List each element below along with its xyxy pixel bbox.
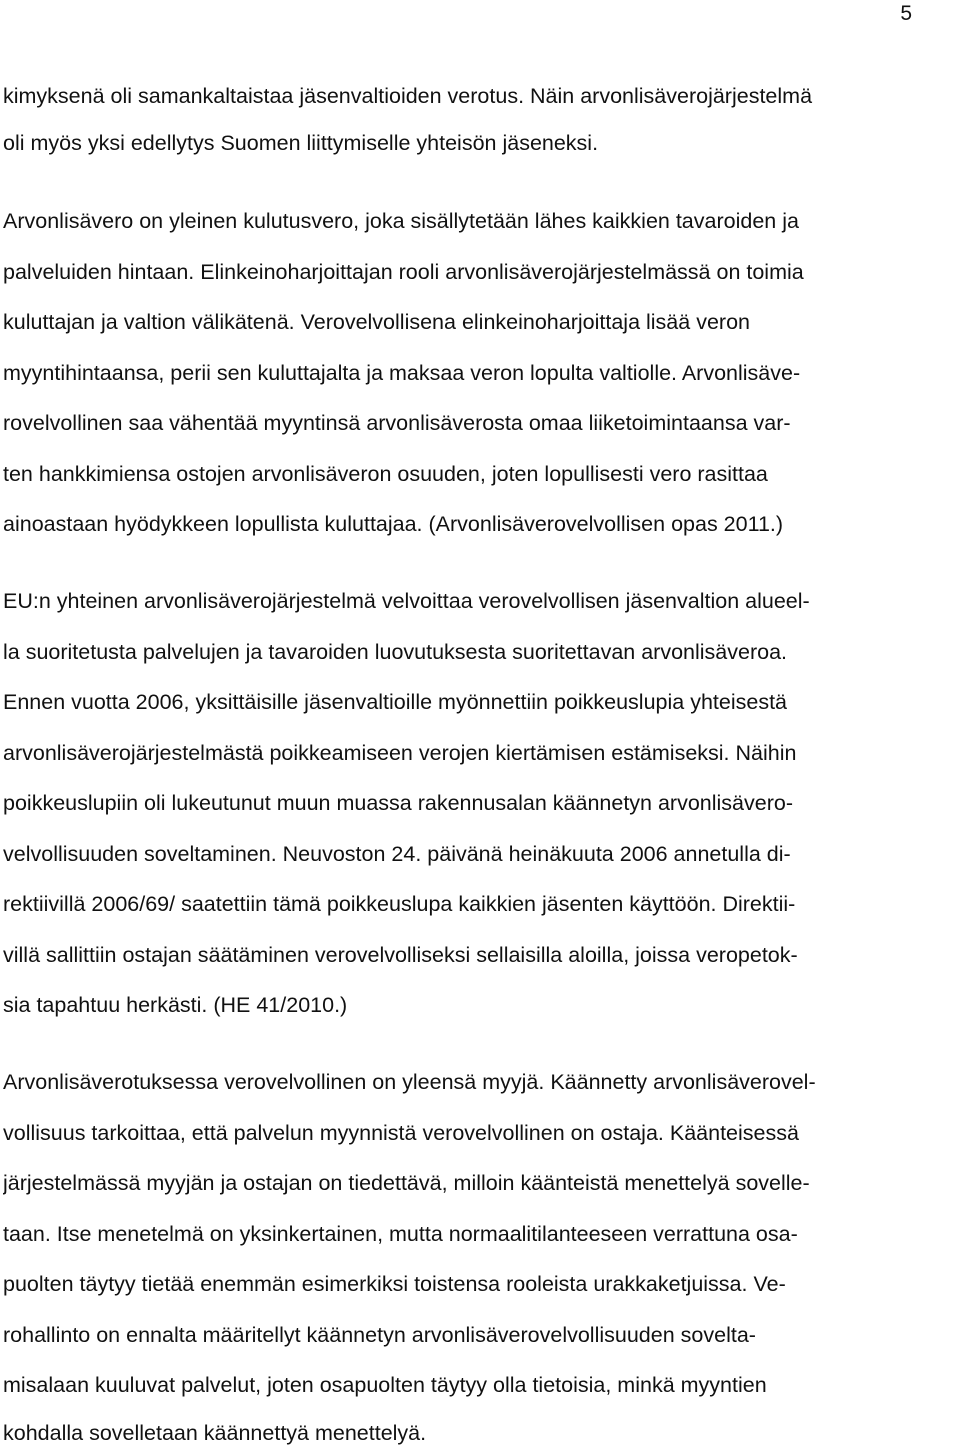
text-line: poikkeuslupiin oli lukeutunut muun muassa rakennusalan käännetyn arvonlisävero- [3,791,793,815]
text-line: Ennen vuotta 2006, yksittäisille jäsenvaltioille myönnettiin poikkeuslupia yhteisestä [3,690,788,714]
text-line: misalaan kuuluvat palvelut, joten osapuolten täytyy olla tietoisia, minkä myyntien [3,1373,767,1397]
text-line: järjestelmässä myyjän ja ostajan on tiedettävä, milloin käänteistä menettelyä sovelle- [3,1171,810,1195]
text-line: villä sallittiin ostajan säätäminen verovelvolliseksi sellaisilla aloilla, joissa veropetok- [3,943,798,967]
text-line: rohallinto on ennalta määritellyt käännetyn arvonlisäverovelvollisuuden sovelta- [3,1323,756,1347]
text-line: arvonlisäverojärjestelmästä poikkeamiseen verojen kiertämisen estämiseksi. Näihin [3,741,797,765]
text-line: ainoastaan hyödykkeen lopullista kuluttajaa. (Arvonlisäverovelvollisen opas 2011.) [3,512,784,536]
text-line: Arvonlisäverotuksessa verovelvollinen on yleensä myyjä. Käännetty arvonlisäverovel- [3,1070,816,1094]
text-line: myyntihintaansa, perii sen kuluttajalta ja maksaa veron lopulta valtiolle. Arvonlisäve- [3,361,801,385]
text-line: velvollisuuden soveltaminen. Neuvoston 24. päivänä heinäkuuta 2006 annetulla di- [3,842,791,866]
text-line: kimyksenä oli samankaltaistaa jäsenvaltioiden verotus. Näin arvonlisäverojärjestelmä [3,84,813,108]
text-line: Arvonlisävero on yleinen kulutusvero, joka sisällytetään lähes kaikkien tavaroiden ja [3,209,799,233]
text-line: la suoritetusta palvelujen ja tavaroiden luovutuksesta suoritettavan arvonlisäveroa. [3,640,788,664]
text-line: palveluiden hintaan. Elinkeinoharjoittajan rooli arvonlisäverojärjestelmässä on toimia [3,260,804,284]
text-line: ten hankkimiensa ostojen arvonlisäveron osuuden, joten lopullisesti vero rasittaa [3,462,768,486]
text-line: taan. Itse menetelmä on yksinkertainen, mutta normaalitilanteeseen verrattuna osa- [3,1222,798,1246]
page-number: 5 [900,2,912,25]
text-line: EU:n yhteinen arvonlisäverojärjestelmä velvoittaa verovelvollisen jäsenvaltion alueel- [3,589,810,613]
text-line: rektiivillä 2006/69/ saatettiin tämä poikkeuslupa kaikkien jäsenten käyttöön. Direktii- [3,892,796,916]
text-line: kuluttajan ja valtion välikätenä. Verovelvollisena elinkeinoharjoittaja lisää veron [3,310,750,334]
text-line: puolten täytyy tietää enemmän esimerkiksi toistensa rooleista urakkaketjuissa. Ve- [3,1272,786,1296]
text-line: vollisuus tarkoittaa, että palvelun myynnistä verovelvollinen on ostaja. Käänteisessä [3,1121,799,1145]
text-line: kohdalla sovelletaan käännettyä menettelyä. [3,1421,427,1445]
text-line: sia tapahtuu herkästi. (HE 41/2010.) [3,993,348,1017]
text-line: rovelvollinen saa vähentää myyntinsä arvonlisäverosta omaa liiketoimintaansa var- [3,411,791,435]
text-line: oli myös yksi edellytys Suomen liittymiselle yhteisön jäseneksi. [3,131,599,155]
